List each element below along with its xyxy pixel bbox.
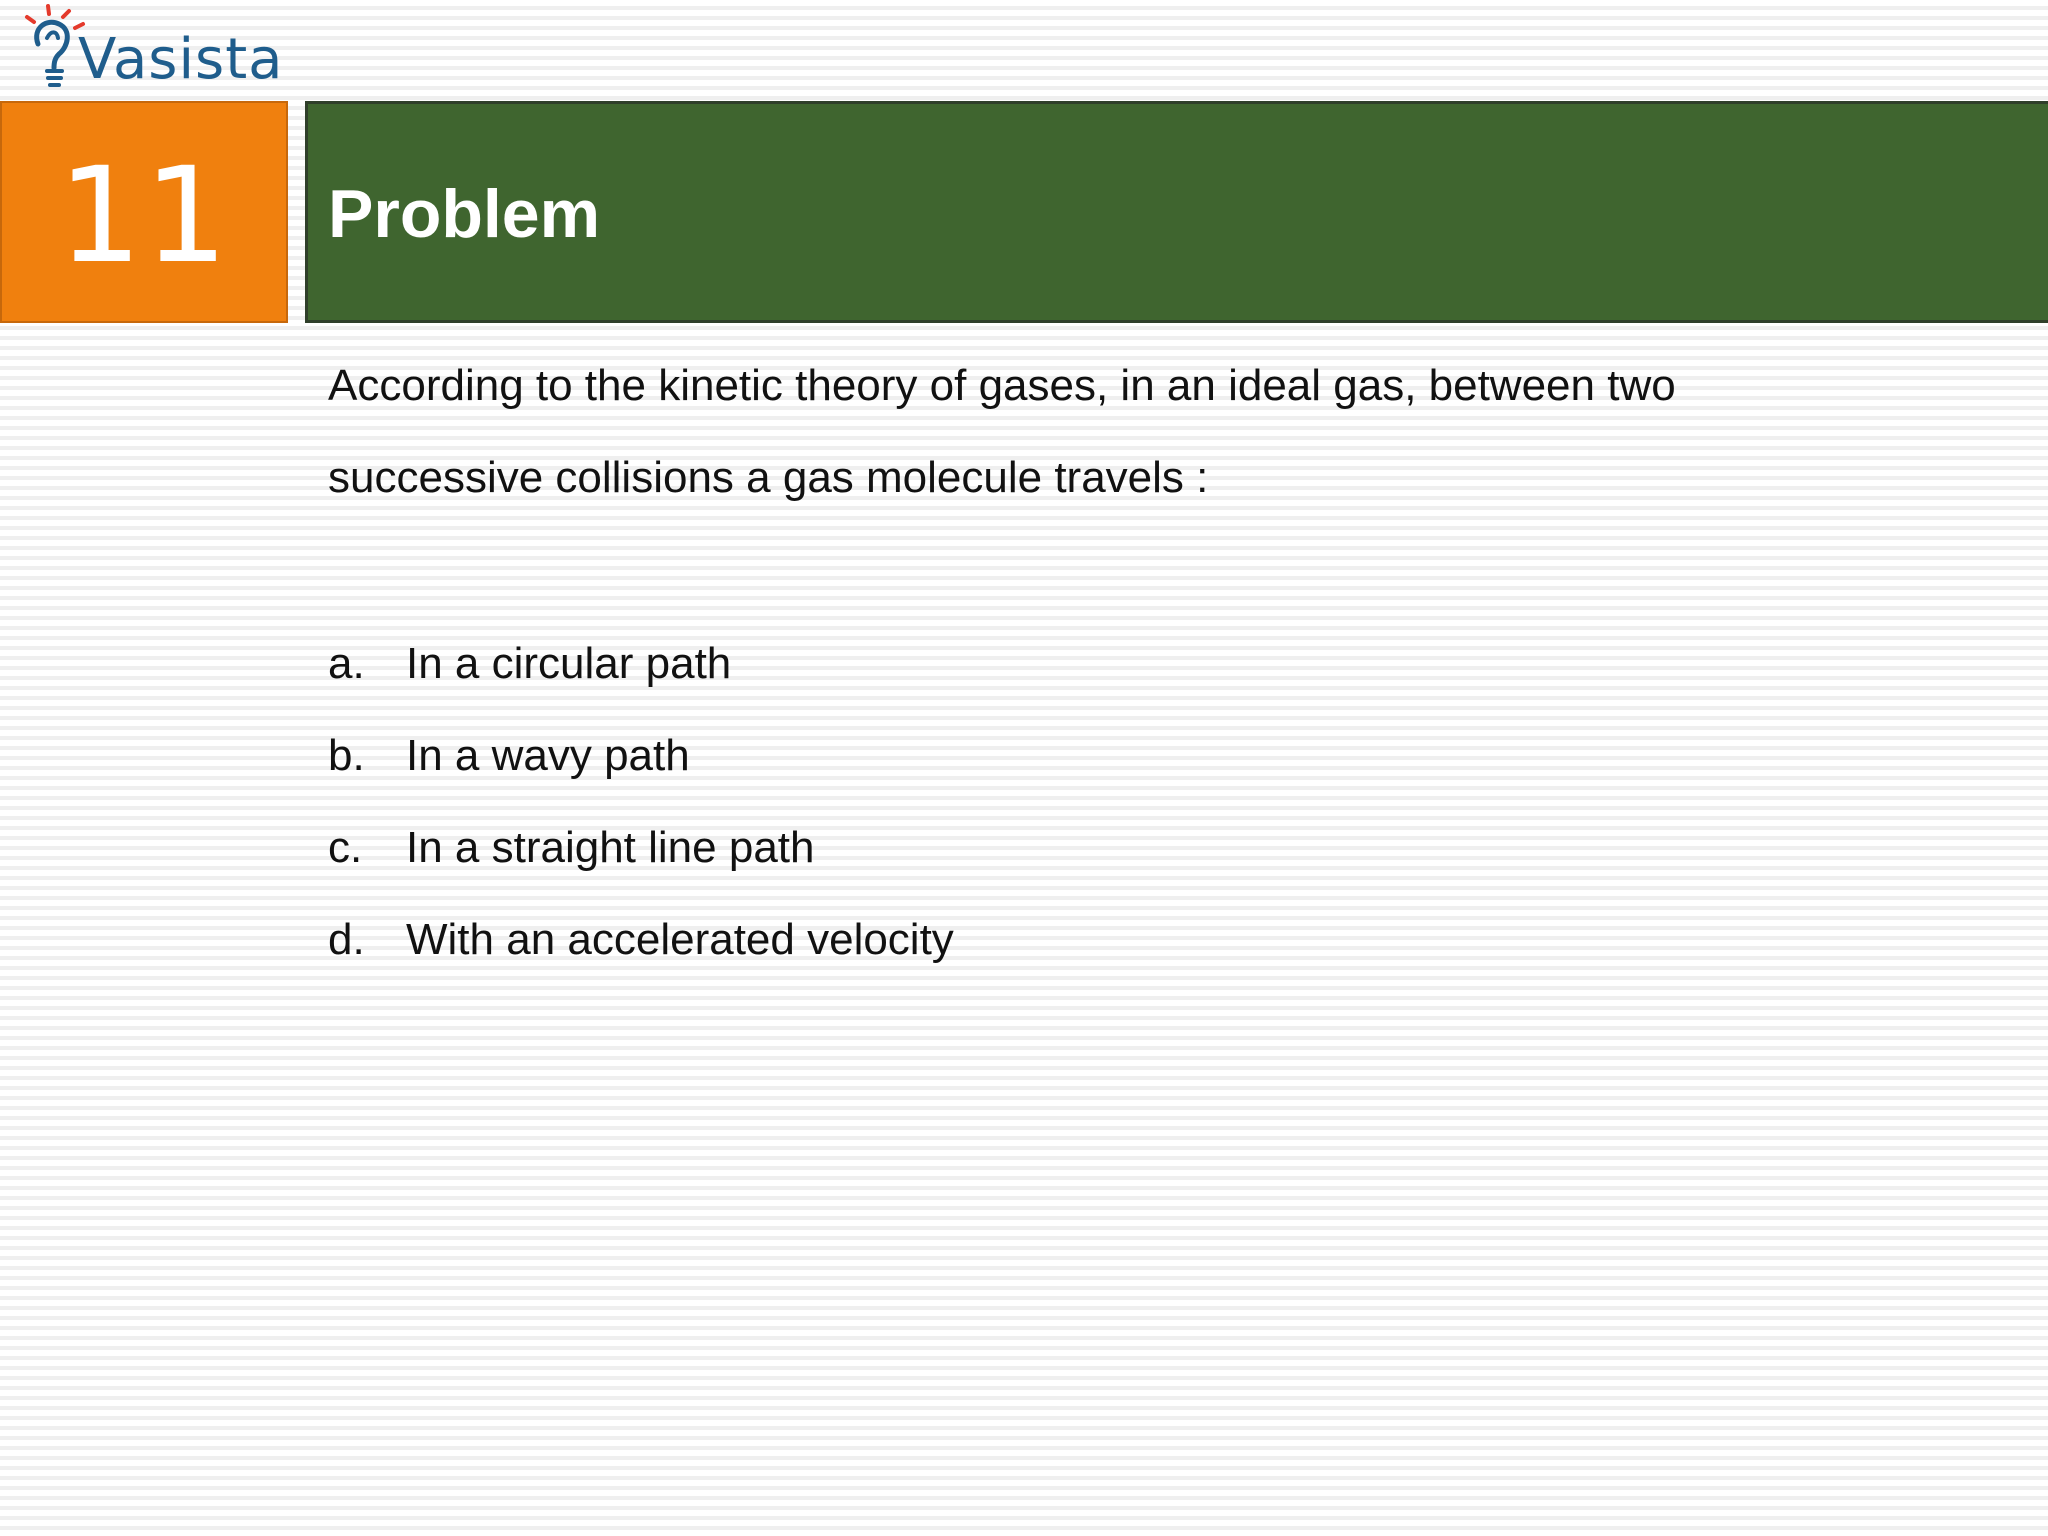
question-text: According to the kinetic theory of gases, in an ideal gas, between two successive collisions a gas molecule travels : xyxy=(328,361,1676,502)
answer-option-d xyxy=(328,894,954,986)
option-text: In a wavy path xyxy=(406,731,690,780)
option-text: In a straight line path xyxy=(406,823,815,872)
answer-options xyxy=(328,618,954,986)
option-letter: b. xyxy=(328,731,365,780)
slide-number-block xyxy=(0,101,288,323)
option-letter: a. xyxy=(328,639,365,688)
slide-title: Problem xyxy=(328,176,601,252)
option-text: In a circular path xyxy=(406,639,732,688)
option-text: With an accelerated velocity xyxy=(406,915,954,964)
logo-text: Vasista xyxy=(78,27,284,92)
logo xyxy=(20,4,290,96)
option-letter: c. xyxy=(328,823,363,872)
answer-option-c xyxy=(328,802,954,894)
answer-option-b xyxy=(328,710,954,802)
slide-number: 11 xyxy=(58,139,230,293)
option-letter: d. xyxy=(328,915,365,964)
answer-option-a xyxy=(328,618,954,710)
title-bar xyxy=(305,101,2048,323)
